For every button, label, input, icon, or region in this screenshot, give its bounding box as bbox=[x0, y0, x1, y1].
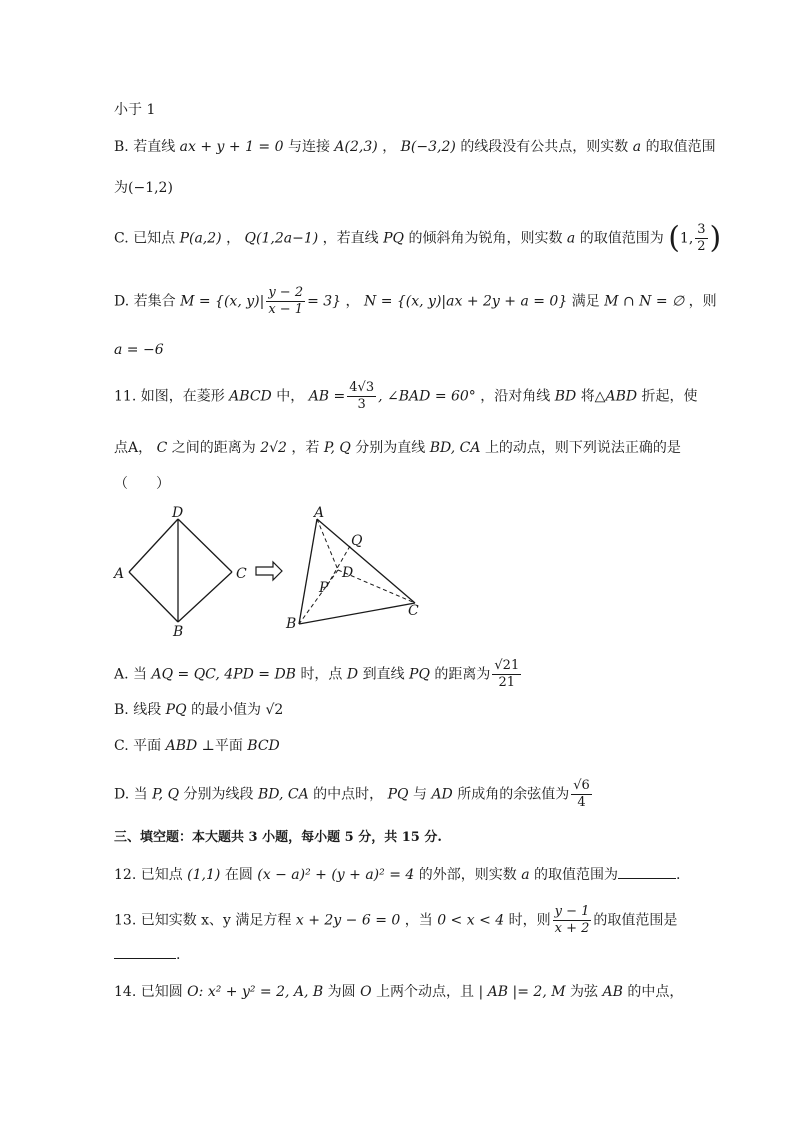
text: 的中点， bbox=[627, 984, 684, 1000]
math: AB bbox=[602, 984, 623, 1000]
math: 1, bbox=[679, 230, 694, 247]
text: . bbox=[176, 947, 181, 963]
math: ABD bbox=[605, 388, 638, 405]
answer-blank[interactable] bbox=[114, 944, 176, 959]
text: 与 bbox=[412, 786, 427, 803]
text: （ ） bbox=[114, 476, 170, 492]
math: (x − a)² + (y + a)² = 4 bbox=[257, 867, 415, 883]
label-A-right: A bbox=[314, 505, 325, 521]
math: a = −6 bbox=[114, 342, 164, 358]
text: 小于 1 bbox=[114, 102, 156, 118]
math: D bbox=[346, 666, 359, 683]
text: B. 若直线 bbox=[114, 139, 176, 155]
label-B-right: B bbox=[286, 616, 297, 632]
text-line bbox=[114, 178, 173, 198]
text: 三、填空题：本大题共 3 小题，每小题 5 分，共 15 分. bbox=[114, 830, 442, 845]
math: = 3} bbox=[307, 293, 342, 310]
text-line bbox=[114, 944, 180, 965]
fraction: $\frac{y - 2}{x - 1}$ bbox=[268, 285, 304, 317]
math: C bbox=[156, 440, 168, 456]
math: Q(1,2a−1) bbox=[244, 230, 319, 247]
text: D. 当 bbox=[114, 786, 148, 803]
label-D-left: D bbox=[172, 505, 184, 521]
text: 满足 bbox=[571, 293, 600, 310]
math: A(2,3) bbox=[334, 139, 378, 155]
math: O bbox=[360, 984, 372, 1000]
text: 之间的距离为 bbox=[171, 440, 256, 456]
text: 时，则 bbox=[508, 912, 551, 929]
text: 的取值范围是 bbox=[593, 912, 678, 929]
text: ，沿对角线 bbox=[480, 388, 551, 405]
text: 分别为线段 bbox=[183, 786, 254, 803]
text: 的取值范围为 bbox=[579, 230, 664, 247]
math: (1,1) bbox=[187, 867, 221, 883]
option-d bbox=[114, 778, 594, 811]
question-13 bbox=[114, 904, 677, 937]
fraction: $\frac{y - 1}{x + 2}$ bbox=[554, 904, 590, 936]
math: BD bbox=[554, 388, 577, 405]
math: BD, CA bbox=[429, 440, 481, 456]
math: AQ = QC, 4PD = DB bbox=[151, 666, 296, 683]
math: a bbox=[632, 139, 642, 155]
option-b-prev bbox=[114, 137, 716, 157]
text: ，当 bbox=[404, 912, 433, 929]
text: 为弦 bbox=[570, 984, 599, 1000]
math: ABCD bbox=[229, 388, 272, 405]
option-a bbox=[114, 658, 523, 691]
math: M = {(x, y)| bbox=[180, 293, 265, 310]
text: C. 平面 bbox=[114, 738, 162, 754]
text: 上两个动点，且 bbox=[376, 984, 475, 1000]
text: 的中点时， bbox=[313, 786, 384, 803]
answer-blank[interactable] bbox=[618, 864, 676, 879]
text: C. 已知点 bbox=[114, 230, 176, 247]
text: 的线段没有公共点，则实数 bbox=[460, 139, 629, 155]
text: 点A， bbox=[114, 440, 153, 456]
label-A-left: A bbox=[114, 566, 125, 582]
answer-paren bbox=[114, 474, 170, 494]
text: A. 当 bbox=[114, 666, 148, 683]
text: 的取值范围为 bbox=[534, 867, 619, 883]
math: P(a,2) bbox=[179, 230, 222, 247]
option-b bbox=[114, 700, 283, 720]
math: AD bbox=[431, 786, 453, 803]
text: 上的动点，则下列说法正确的是 bbox=[484, 440, 681, 456]
paren: ) bbox=[709, 220, 722, 256]
text: 到直线 bbox=[362, 666, 405, 683]
math: | AB |= 2, M bbox=[478, 984, 566, 1000]
text: 14. 已知圆 bbox=[114, 984, 183, 1000]
option-d-prev bbox=[114, 285, 717, 318]
fraction: $\frac{3}{2}$ bbox=[697, 222, 706, 254]
math: BD, CA bbox=[257, 786, 309, 803]
label-C-right: C bbox=[408, 603, 419, 619]
math: BCD bbox=[247, 738, 280, 754]
math: B(−3,2) bbox=[400, 139, 456, 155]
math: √2 bbox=[265, 702, 284, 718]
fraction: $\frac{4√3}{3}$ bbox=[349, 380, 375, 412]
text: 为圆 bbox=[327, 984, 356, 1000]
text: 在圆 bbox=[224, 867, 253, 883]
text: 为(−1,2) bbox=[114, 180, 173, 196]
text: 所成角的余弦值为 bbox=[457, 786, 570, 803]
rhombus-figure bbox=[110, 500, 440, 645]
text: 分别为直线 bbox=[355, 440, 426, 456]
math: PQ bbox=[387, 786, 409, 803]
math: ax + y + 1 = 0 bbox=[179, 139, 284, 155]
label-B-left: B bbox=[173, 624, 184, 640]
text: 时，点 bbox=[300, 666, 343, 683]
text: 折起，使 bbox=[641, 388, 698, 405]
text: 11. 如图，在菱形 bbox=[114, 388, 225, 405]
math: O: x² + y² = 2, A, B bbox=[187, 984, 324, 1000]
text: 将△ bbox=[580, 388, 606, 405]
text: ， bbox=[226, 230, 241, 247]
section-heading bbox=[114, 828, 442, 848]
math: AB = bbox=[308, 388, 346, 405]
text: 13. 已知实数 x、y 满足方程 bbox=[114, 912, 292, 929]
math: ABD bbox=[165, 738, 198, 754]
paren: ( bbox=[668, 220, 680, 256]
text-line bbox=[114, 100, 155, 120]
math: a bbox=[566, 230, 576, 247]
text: ， bbox=[382, 139, 397, 155]
text-line bbox=[114, 438, 681, 458]
text: D. 若集合 bbox=[114, 293, 176, 310]
question-14 bbox=[114, 982, 683, 1002]
math: 2√2 bbox=[260, 440, 287, 456]
text: 的外部，则实数 bbox=[418, 867, 517, 883]
text: . bbox=[676, 867, 681, 883]
question-11 bbox=[114, 380, 698, 413]
math: N = {(x, y)|ax + 2y + a = 0} bbox=[364, 293, 568, 310]
question-12 bbox=[114, 864, 680, 885]
text-line bbox=[114, 340, 164, 360]
text: ，若直线 bbox=[322, 230, 379, 247]
flat-rhombus bbox=[129, 519, 232, 622]
math: a bbox=[521, 867, 530, 883]
math: M ∩ N = ∅ bbox=[604, 293, 685, 310]
math: PQ bbox=[409, 666, 430, 683]
text: ⊥平面 bbox=[201, 738, 243, 754]
text: 中， bbox=[276, 388, 305, 405]
text: 的最小值为 bbox=[191, 702, 262, 718]
text: ，若 bbox=[291, 440, 320, 456]
math: PQ bbox=[383, 230, 405, 247]
text: B. 线段 bbox=[114, 702, 162, 718]
math: , ∠BAD = 60° bbox=[378, 388, 476, 405]
text: 12. 已知点 bbox=[114, 867, 183, 883]
text: 的取值范围 bbox=[645, 139, 716, 155]
math: P, Q bbox=[152, 786, 180, 803]
arrow-icon bbox=[256, 562, 282, 580]
fraction: $\frac{√21}{21}$ bbox=[494, 658, 520, 690]
label-P: P bbox=[319, 580, 329, 596]
text: 的距离为 bbox=[434, 666, 491, 683]
text: 与连接 bbox=[287, 139, 330, 155]
math: PQ bbox=[165, 702, 187, 718]
label-Q: Q bbox=[351, 533, 363, 549]
option-c-prev bbox=[114, 222, 721, 255]
label-D-right: D bbox=[342, 565, 354, 581]
math: P, Q bbox=[323, 440, 351, 456]
option-c bbox=[114, 736, 280, 756]
math: x + 2y − 6 = 0 bbox=[295, 912, 401, 929]
text: 的倾斜角为锐角，则实数 bbox=[408, 230, 563, 247]
math: 0 < x < 4 bbox=[437, 912, 505, 929]
label-C-left: C bbox=[236, 566, 247, 582]
text: ，则 bbox=[688, 293, 717, 310]
text: ， bbox=[345, 293, 360, 310]
fraction: $\frac{√6}{4}$ bbox=[573, 778, 590, 810]
